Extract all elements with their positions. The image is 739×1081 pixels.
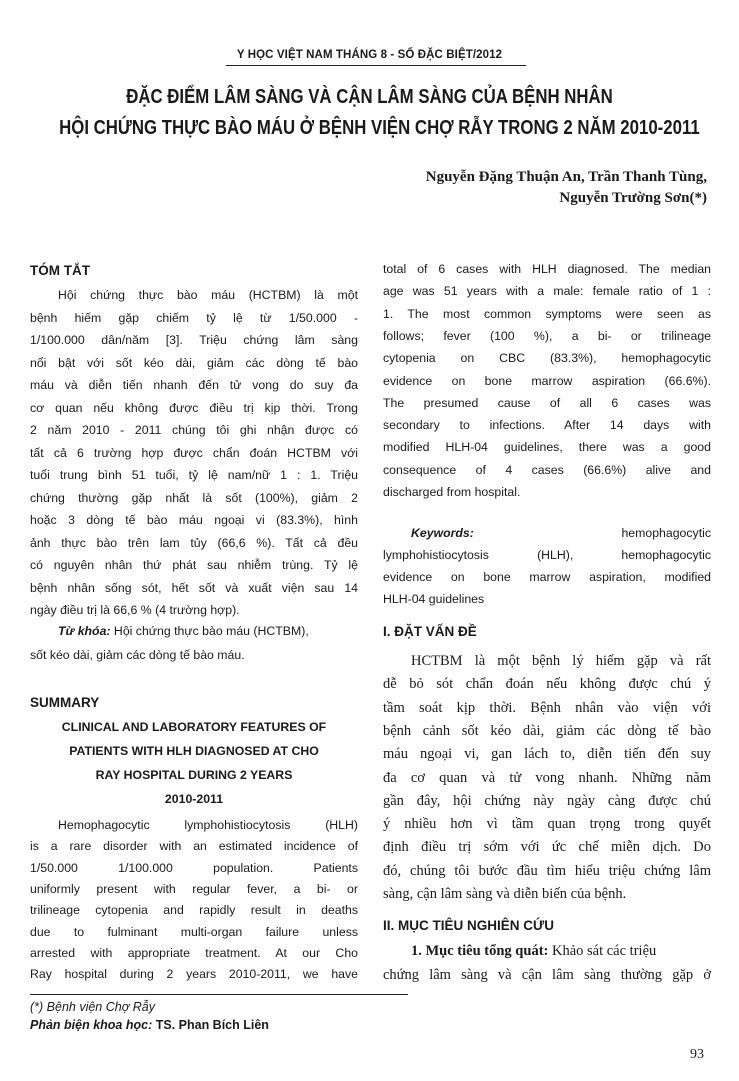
tomtat-line: bệnh hiếm gặp chiếm tỷ lệ từ 1/50.000 - xyxy=(30,310,358,325)
summary-line: is a rare disorder with an estimated incidence of xyxy=(30,839,358,854)
summary-title-line: 2010-2011 xyxy=(164,792,224,806)
summary-cont-line: The presumed cause of all 6 cases was xyxy=(383,395,711,410)
summary-line: Ray hospital during 2 years 2010-2011, we have xyxy=(30,967,358,982)
keywords-line: evidence on bone marrow aspiration, modified xyxy=(383,570,711,584)
summary-title-line: PATIENTS WITH HLH DIAGNOSED AT CHO xyxy=(69,744,319,758)
section1-line: máu ngoại vi, gan lách to, diễn tiến đến suy xyxy=(383,746,711,763)
summary-cont-line: total of 6 cases with HLH diagnosed. The median xyxy=(383,262,711,276)
tomtat-line: máu và diễn tiến nhanh đến tử vong do suy đa xyxy=(30,378,358,392)
tomtat-line: tuổi trung bình 51 tuổi, tỷ lệ nam/nữ 1 : 1. Triệu xyxy=(30,468,358,482)
tomtat-line: cơ quan nếu không được điều trị kịp thời. Trong xyxy=(30,400,358,415)
article-title-line-1: ĐẶC ĐIỂM LÂM SÀNG VÀ CẬN LÂM SÀNG CỦA BỆNH NHÂN xyxy=(126,86,613,108)
tomtat-line: 2 năm 2010 - 2011 chúng tôi ghi nhận được có xyxy=(30,423,358,437)
summary-line: uniformly present with regular fever, a bi- or xyxy=(30,881,358,896)
section1-line: dễ bỏ sót chẩn đoán nếu không được chú ý xyxy=(383,676,711,693)
page-number: 93 xyxy=(690,1047,704,1062)
section1-line: đó, chúng tôi bước đầu tìm hiểu triệu chứng lâm xyxy=(383,862,711,879)
footnote-rule xyxy=(30,994,408,995)
section1-line: bệnh cảnh sốt kéo dài, giảm các dòng tế bào xyxy=(383,722,711,739)
tomtat-line: chứng thường gặp nhất là sốt (100%), giảm 2 xyxy=(30,490,358,505)
keywords-line-1 xyxy=(383,521,711,545)
section1-line: gần đây, hội chứng này ngày càng được chú xyxy=(383,792,711,809)
tomtat-line: ngày điều trị là 66,6 % (4 trường hợp). xyxy=(30,603,240,617)
tukhoa-label: Từ khóa: xyxy=(58,624,111,638)
summary-cont-line: cytopenia on CBC (83.3%), hemophagocytic xyxy=(383,351,711,366)
summary-cont-line: modified HLH-04 guidelines, there was a good xyxy=(383,440,711,455)
summary-cont-line: consequence of 4 cases (66.6%) alive and xyxy=(383,462,711,477)
tomtat-line: ảnh thực bào trên lam tủy (66,6 %). Tất cả đều xyxy=(30,535,358,550)
summary-title-line: RAY HOSPITAL DURING 2 YEARS xyxy=(95,768,293,782)
summary-cont-line: 1. The most common symptoms were seen as xyxy=(383,306,711,321)
section2-subheading: 1. Mục tiêu tổng quát: xyxy=(411,943,549,959)
journal-header: Y HỌC VIỆT NAM THÁNG 8 - SỐ ĐẶC BIỆT/2012 xyxy=(236,49,503,61)
summary-cont-line: age was 51 years with a male: female ratio of 1 : xyxy=(383,284,711,299)
tukhoa-line-2: sốt kéo dài, giảm các dòng tế bào máu. xyxy=(30,648,245,662)
summary-heading: SUMMARY xyxy=(30,695,100,710)
keywords-line: lymphohistiocytosis (HLH), hemophagocytic xyxy=(383,548,711,562)
section2-heading: II. MỤC TIÊU NGHIÊN CỨU xyxy=(383,918,554,933)
section1-line: đa cơ quan và tử vong nhanh. Những năm xyxy=(383,769,711,786)
section1-line: HCTBM là một bệnh lý hiếm gặp và rất xyxy=(411,653,711,669)
summary-cont-line: discharged from hospital. xyxy=(383,485,521,499)
summary-cont-line: secondary to infections. After 14 days with xyxy=(383,418,711,433)
tomtat-heading: TÓM TẮT xyxy=(30,263,90,278)
tomtat-line: Hội chứng thực bào máu (HCTBM) là một xyxy=(58,288,358,302)
footnote-reviewer xyxy=(30,1018,269,1032)
summary-title-line: CLINICAL AND LABORATORY FEATURES OF xyxy=(61,720,327,734)
summary-cont-line: evidence on bone marrow aspiration (66.6%). xyxy=(383,373,711,388)
section1-line: tầm soát kịp thời. Bệnh nhân vào viện với xyxy=(383,699,711,716)
summary-line: trilineage cytopenia and rapidly result in deaths xyxy=(30,903,358,918)
section2-text-1: Khảo sát các triệu xyxy=(548,943,657,959)
tomtat-line: hoặc 3 dòng tế bào máu ngoại vi (83.3%), hình xyxy=(30,513,358,527)
keywords-line: HLH-04 guidelines xyxy=(383,592,485,606)
tomtat-line: có nguyên nhân thứ phát sau nhiễm trùng. Tỷ lệ xyxy=(30,558,358,572)
tomtat-line: 1/100.000 dân/năm [3]. Triệu chứng lâm sàng xyxy=(30,333,358,347)
section1-heading: I. ĐẶT VẤN ĐỀ xyxy=(383,624,477,639)
article-title-line-2: HỘI CHỨNG THỰC BÀO MÁU Ở BỆNH VIỆN CHỢ RẪY TRONG 2 NĂM 2010-2011 xyxy=(59,117,700,139)
right-column xyxy=(383,257,711,987)
footnote-affiliation: (*) Bệnh viện Chợ Rẫy xyxy=(30,1000,155,1014)
section1-line: sàng, cận lâm sàng và diễn biến của bệnh. xyxy=(383,886,627,902)
footnote-reviewer-label: Phản biện khoa học: xyxy=(30,1018,153,1032)
keywords-text-1: hemophagocytic xyxy=(621,526,711,540)
left-column xyxy=(30,259,358,982)
keywords-label: Keywords: xyxy=(411,526,474,540)
authors-line-1: Nguyễn Đặng Thuận An, Trần Thanh Tùng, xyxy=(425,169,707,185)
summary-line: due to fulminant multi-organ failure unless xyxy=(30,924,358,939)
section2-line-1 xyxy=(383,939,711,963)
section1-line: ý nhiều hơn vì tầm quan trọng trong quyết xyxy=(383,816,711,833)
section2-line-2: chứng lâm sàng và cận lâm sàng thường gặp ở xyxy=(383,967,711,983)
tomtat-line: tất cả 6 trường hợp được chẩn đoán HCTBM với xyxy=(30,445,358,460)
authors-line-2: Nguyễn Trường Sơn(*) xyxy=(559,190,707,206)
summary-line: Hemophagocytic lymphohistiocytosis (HLH) xyxy=(58,818,358,832)
summary-line: arrested with appropriate treatment. At our Cho xyxy=(30,945,358,960)
tomtat-line: bệnh nhân sống sót, hết sốt và xuất viện sau 14 xyxy=(30,580,358,595)
section1-line: định điều trị sớm với ức chế miễn dịch. Do xyxy=(383,839,711,856)
tomtat-line: nổi bật với sốt kéo dài, giảm các dòng tế bào xyxy=(30,355,358,370)
summary-line: 1/50.000 1/100.000 population. Patients xyxy=(30,860,358,875)
summary-cont-line: follows; fever (100 %), a bi- or trilineage xyxy=(383,328,711,343)
tukhoa-text-1: Hội chứng thực bào máu (HCTBM), xyxy=(110,624,309,638)
tukhoa-line-1 xyxy=(30,619,358,643)
header-rule xyxy=(226,65,526,66)
footnote-reviewer-name: TS. Phan Bích Liên xyxy=(152,1018,269,1032)
